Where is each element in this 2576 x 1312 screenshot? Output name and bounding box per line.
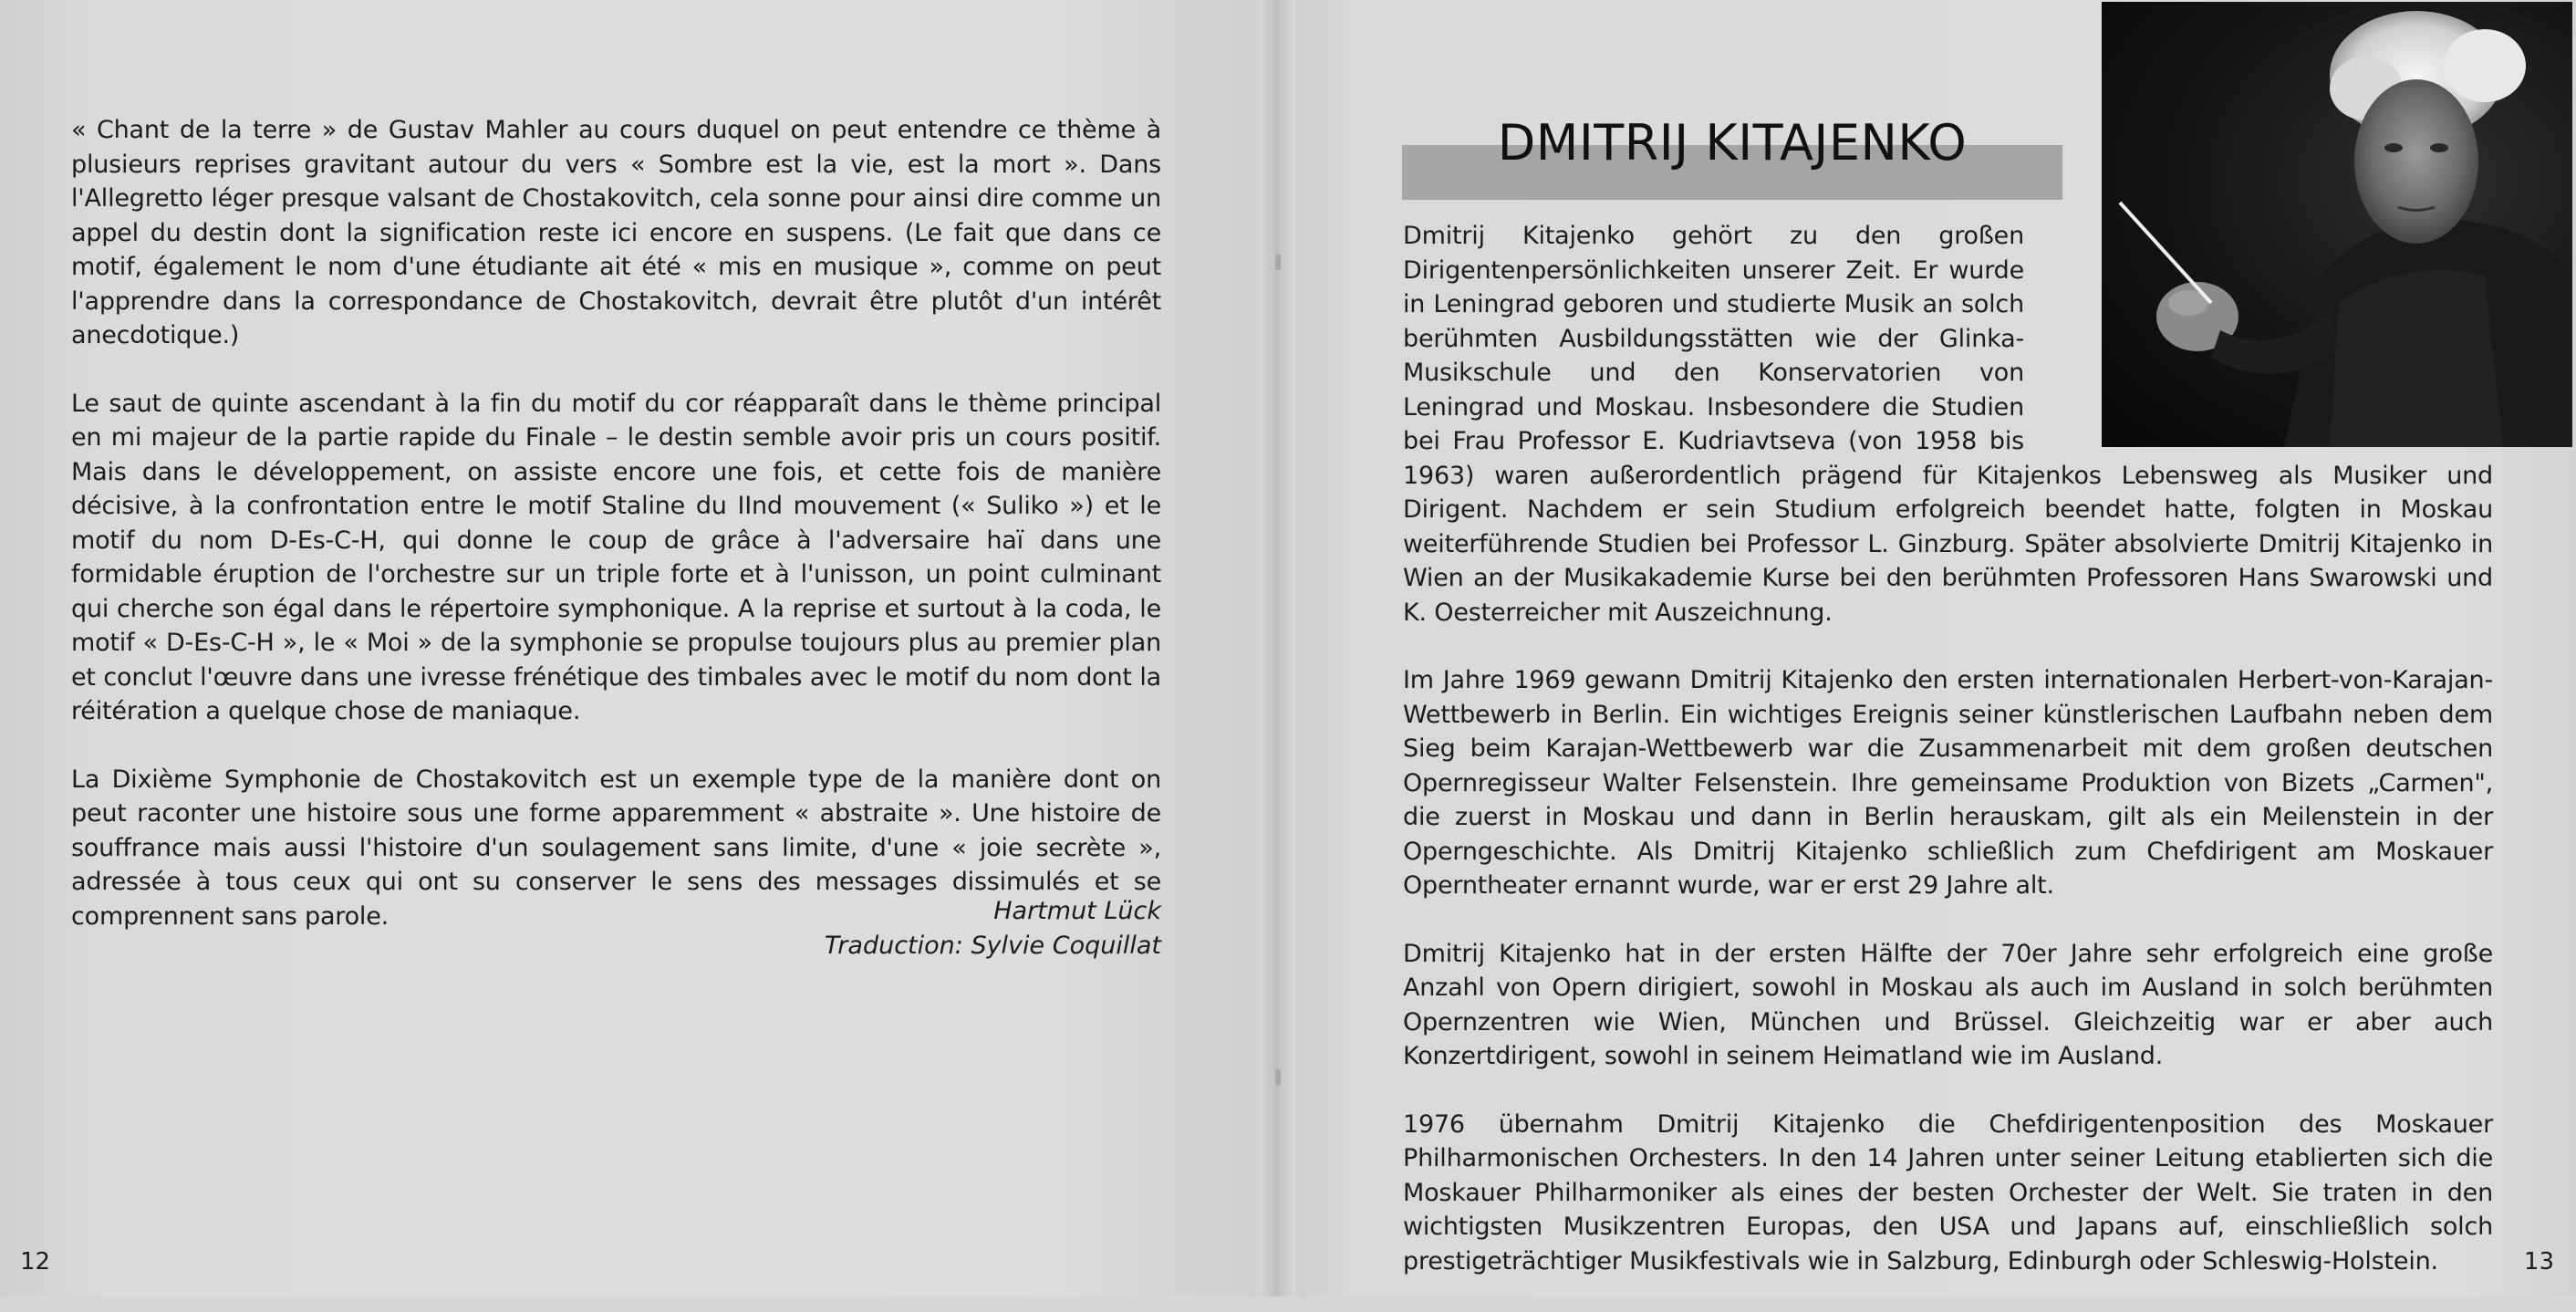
- photo-wrap-space: [2046, 219, 2493, 458]
- french-text-block: [71, 113, 1161, 967]
- german-text-block: [1403, 219, 2493, 1312]
- paragraph: Dmitrij Kitajenko hat in der ersten Hälfte der 70er Jahre sehr erfolgreich eine große Anzahl von Opern dirigiert, sowohl in Moskau als auch im Ausland in solch berühmten Opernzentren wie Wien, München und Brüssel. Gleichzeitig war er aber auch Konzertdirigent, sowohl in seinem Heimatland wie im Ausland.: [1403, 939, 2493, 1070]
- paragraph: « Chant de la terre » de Gustav Mahler au cours duquel on peut entendre ce thème à plusieurs reprises gravitant autour du vers « Sombre est la vie, est la mort ». Dans l'Allegretto léger presque valsant de Chostakovitch, cela sonne pour ainsi dire comme un appel du destin dont la signification reste ici encore en suspens. (Le fait que dans ce motif, également le nom d'une étudiante ait été « mis en musique », comme on peut l'apprendre dans la correspondance de Chostakovitch, devrait être plutôt d'un intérêt anecdotique.): [71, 116, 1161, 349]
- page-number-right: 13: [2523, 1248, 2554, 1276]
- paragraph: La Dixième Symphonie de Chostakovitch est un exemple type de la manière dont on peut raconter une histoire sous une forme apparemment « abstraite ». Une histoire de souffrance mais aussi l'histoire d'un soulagement sans limite, d'une « joie secrète », adressée à tous ceux qui ont su conserver le sens des messages dissimulés et se comprennent sans parole.: [71, 765, 1161, 931]
- page-number-left: 12: [20, 1248, 51, 1276]
- paragraph: 1976 übernahm Dmitrij Kitajenko die Chefdirigentenposition des Moskauer Philharmonischen Orchesters. In den 14 Jahren unter seiner Leitung etablierten sich die Moskauer Philharmoniker als eines der besten Orchester der Welt. Sie traten in den wichtigsten Musikzentren Europas, den USA und Japans auf, einschließlich solch prestigeträchtiger Musikfestivals wie in Salzburg, Edinburgh oder Schleswig-Holstein.: [1403, 1109, 2493, 1276]
- paragraph: Im Jahre 1969 gewann Dmitrij Kitajenko den ersten internationalen Herbert-von-Karajan-Wettbewerb in Berlin. Ein wichtiges Ereignis seiner künstlerischen Laufbahn neben dem Sieg beim Karajan-Wettbewerb war die Zusammenarbeit mit dem großen deutschen Opernregisseur Walter Felsenstein. Ihre gemeinsame Produktion von Bizets „Carmen", die zuerst in Moskau und dann in Berlin herauskam, gilt als ein Meilenstein in der Operngeschichte. Als Dmitrij Kitajenko schließlich zum Chefdirigent am Moskauer Operntheater ernannt wurde, war er erst 29 Jahre alt.: [1403, 666, 2493, 900]
- staple-bottom: [1275, 1069, 1281, 1086]
- left-page: [0, 0, 1277, 1296]
- translator-credit: Traduction: Sylvie Coquillat: [824, 932, 1161, 960]
- paragraph: Le saut de quinte ascendant à la fin du motif du cor réapparaît dans le thème principal en mi majeur de la partie rapide du Finale – le destin semble avoir pris un cours positif. Mais dans le développement, on assiste encore une fois, et cette fois de manière décisive, à la confrontation entre le motif Staline du IInd mouvement (« Suliko ») et le motif du nom D-Es-C-H, qui donne le coup de grâce à l'adversaire haï dans une formidable éruption de l'orchestre sur un triple forte et à l'unisson, un point culminant qui cherche son égal dans le répertoire symphonique. A la reprise et surtout à la coda, le motif « D-Es-C-H », le « Moi » de la symphonie se propulse toujours plus au premier plan et conclut l'œuvre dans une ivresse frénétique des timbales avec le motif du nom dont la réitération a quelque chose de maniaque.: [71, 389, 1161, 725]
- paragraph: Dmitrij Kitajenko gehört zu den großen Dirigentenpersönlichkeiten unserer Zeit. Er wurde in Leningrad geboren und studierte Musik an solch berühmten Ausbildungsstätten wie der Glinka-Musikschule und den Konservatorien von Leningrad und Moskau. Insbesondere die Studien bei Frau Professor E. Kudriavtseva (von 1958 bis 1963) waren außerordentlich prägend für Kitajenkos Lebensweg als Musiker und Dirigent. Nachdem er sein Studium erfolgreich beendet hatte, folgten in Moskau weiterführende Studien bei Professor L. Ginzburg. Später absolvierte Dmitrij Kitajenko in Wien an der Musikakademie Kurse bei den berühmten Professoren Hans Swarowski und K. Oesterreicher mit Auszeichnung.: [1403, 222, 2493, 627]
- staple-top: [1275, 254, 1281, 270]
- book-gutter: [1259, 0, 1295, 1296]
- page-title: DMITRIJ KITAJENKO: [1497, 114, 1968, 172]
- signature-block: [825, 894, 1161, 963]
- author-name: Hartmut Lück: [993, 897, 1161, 925]
